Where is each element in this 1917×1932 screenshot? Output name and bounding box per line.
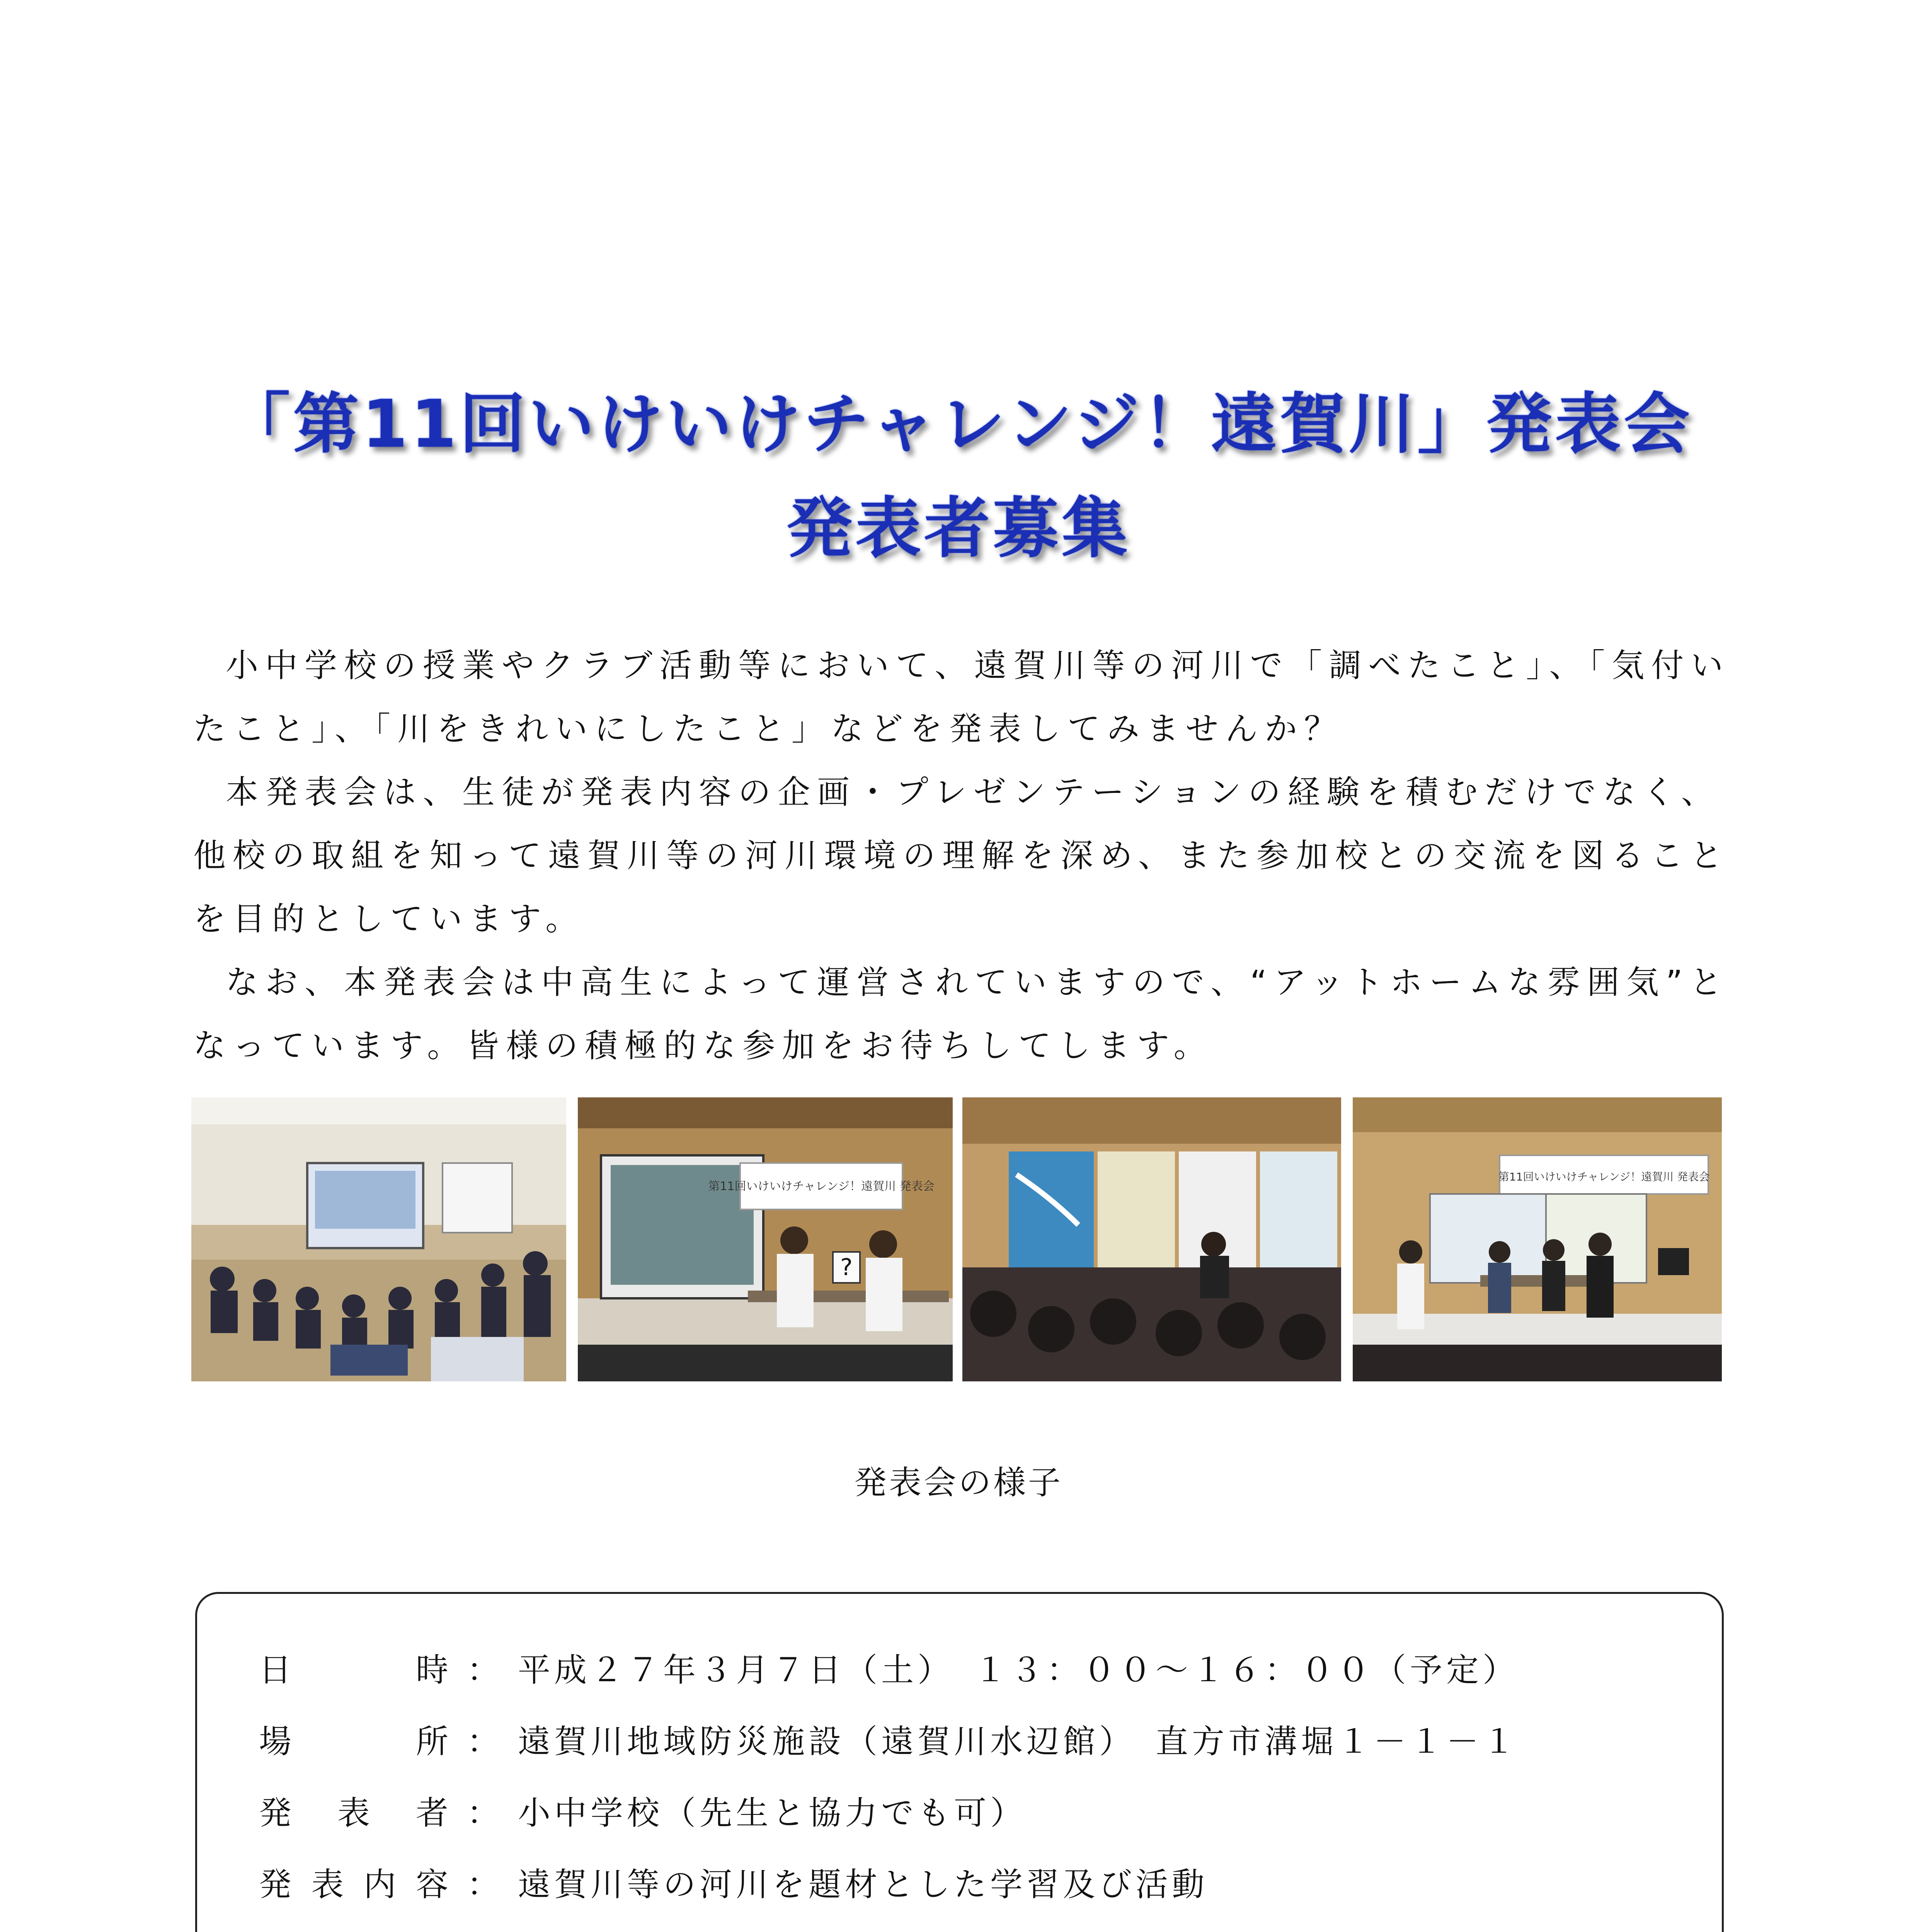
detail-row-format	[259, 1930, 1172, 1932]
intro-text	[193, 634, 1735, 1077]
detail-value: 遠賀川等の河川を題材とした学習及び活動	[518, 1866, 1209, 1903]
detail-row-content	[259, 1859, 1208, 1905]
detail-value: 平成２７年３月７日（土） １３：００～１６：００（予定）	[518, 1651, 1519, 1689]
event-photo-2	[578, 1097, 953, 1381]
event-photo-4	[1353, 1097, 1722, 1381]
detail-label: 日時	[259, 1651, 452, 1689]
detail-label	[259, 1930, 452, 1932]
detail-row-presenter	[259, 1787, 1027, 1834]
detail-label: 場所	[259, 1723, 452, 1760]
detail-colon	[452, 1930, 518, 1932]
detail-label: 発表者	[259, 1794, 452, 1832]
banner-text-photo-4: 第11回いけいけチャレンジ！遠賀川 発表会	[1498, 1170, 1710, 1183]
svg-text:?: ?	[840, 1254, 853, 1281]
photo-caption: 発表会の様子	[854, 1464, 1063, 1502]
intro-paragraph-2: 本発表会は、生徒が発表内容の企画・プレゼンテーションの経験を積むだけでなく、他校の取組を知って遠賀川等の河川環境の理解を深め、また参加校との交流を図ることを目的としています。	[193, 773, 1730, 938]
detail-row-date	[259, 1644, 1519, 1691]
detail-colon: ：	[466, 1866, 503, 1903]
detail-colon: ：	[466, 1723, 503, 1760]
detail-value: 小中学校（先生と協力でも可）	[518, 1794, 1027, 1832]
page-title: 「第11回いけいけチャレンジ！遠賀川」発表会	[224, 386, 1693, 463]
event-photo-3	[962, 1097, 1341, 1381]
page-subtitle: 発表者募集	[786, 490, 1130, 567]
detail-label: 発表内容	[259, 1866, 452, 1903]
detail-colon: ：	[466, 1794, 503, 1832]
intro-paragraph-3: なお、本発表会は中高生によって運営されていますので、“アットホームな雰囲気”となっています。皆様の積極的な参加をお待ちしてします。	[193, 963, 1729, 1065]
event-photo-1	[191, 1097, 566, 1381]
detail-value: 遠賀川地域防災施設（遠賀川水辺館） 直方市溝堀１－１－１	[518, 1723, 1519, 1760]
detail-colon: ：	[466, 1651, 503, 1689]
photo-strip	[191, 1097, 1722, 1381]
event-details-box	[195, 1592, 1724, 1932]
detail-row-place	[259, 1716, 1519, 1762]
intro-paragraph-1: 小中学校の授業やクラブ活動等において、遠賀川等の河川で「調べたこと」、「気付いたこと」、「川をきれいにしたこと」などを発表してみませんか？	[193, 646, 1730, 748]
banner-text-photo-2: 第11回いけいけチャレンジ！遠賀川 発表会	[708, 1180, 935, 1193]
